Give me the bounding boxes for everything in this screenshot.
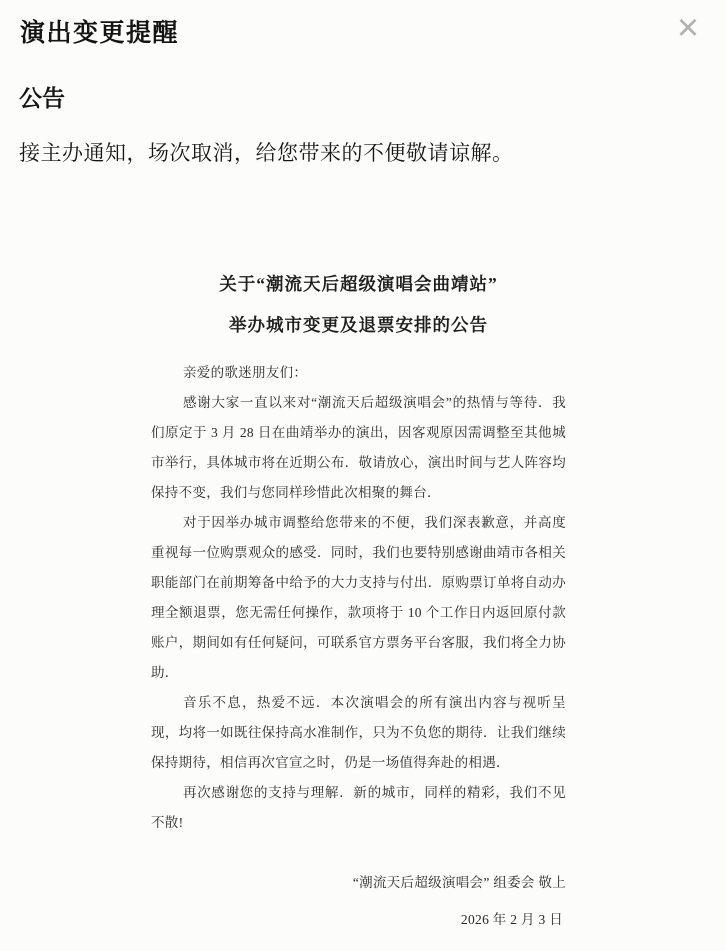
- announcement-image[interactable]: [151, 264, 566, 935]
- announcement-title: [151, 264, 566, 346]
- notice-message: 接主办通知，场次取消，给您带来的不便敬请谅解。: [19, 142, 514, 165]
- announcement-signature: “潮流天后超级演唱会” 组委会 敬上: [352, 875, 566, 890]
- notice-heading: 公告: [19, 85, 65, 111]
- announcement-date: 2026 年 2 月 3 日: [460, 912, 563, 927]
- announcement-salutation: 亲爱的歌迷朋友们：: [183, 365, 308, 380]
- page-title: 演出变更提醒: [20, 19, 180, 47]
- close-button[interactable]: [662, 2, 714, 54]
- close-icon: ×: [676, 7, 700, 49]
- announcement-title-line1: 关于“潮流天后超级演唱会曲靖站”: [219, 274, 498, 294]
- announcement-paragraph: 再次感谢您的支持与理解．新的城市，同样的精彩，我们不见不散!: [151, 785, 566, 830]
- announcement-paragraph: 感谢大家一直以来对“潮流天后超级演唱会”的热情与等待．我们原定于 3 月 28 日在曲靖举办的演出，因客观原因需调整至其他城市举行，具体城市将在近期公布．敬请放心，演出时间与艺人阵容均保持不变，我们与您同样珍惜此次相聚的舞台．: [151, 395, 566, 500]
- announcement-body: [151, 358, 566, 935]
- announcement-paragraph: 对于因举办城市调整给您带来的不便，我们深表歉意，并高度重视每一位购票观众的感受．同时，我们也要特别感谢曲靖市各相关职能部门在前期筹备中给予的大力支持与付出．原购票订单将自动办理全额退票，您无需任何操作，款项将于 10 个工作日内返回原付款账户，期间如有任何疑问，可联系官方票务平台客服，我们将全力协助．: [151, 515, 566, 680]
- announcement-paragraph: 音乐不息，热爱不远．本次演唱会的所有演出内容与视听呈现，均将一如既往保持高水准制作，只为不负您的期待．让我们继续保持期待，相信再次官宣之时，仍是一场值得奔赴的相遇．: [151, 695, 566, 770]
- announcement-title-line2: 举办城市变更及退票安排的公告: [229, 315, 488, 335]
